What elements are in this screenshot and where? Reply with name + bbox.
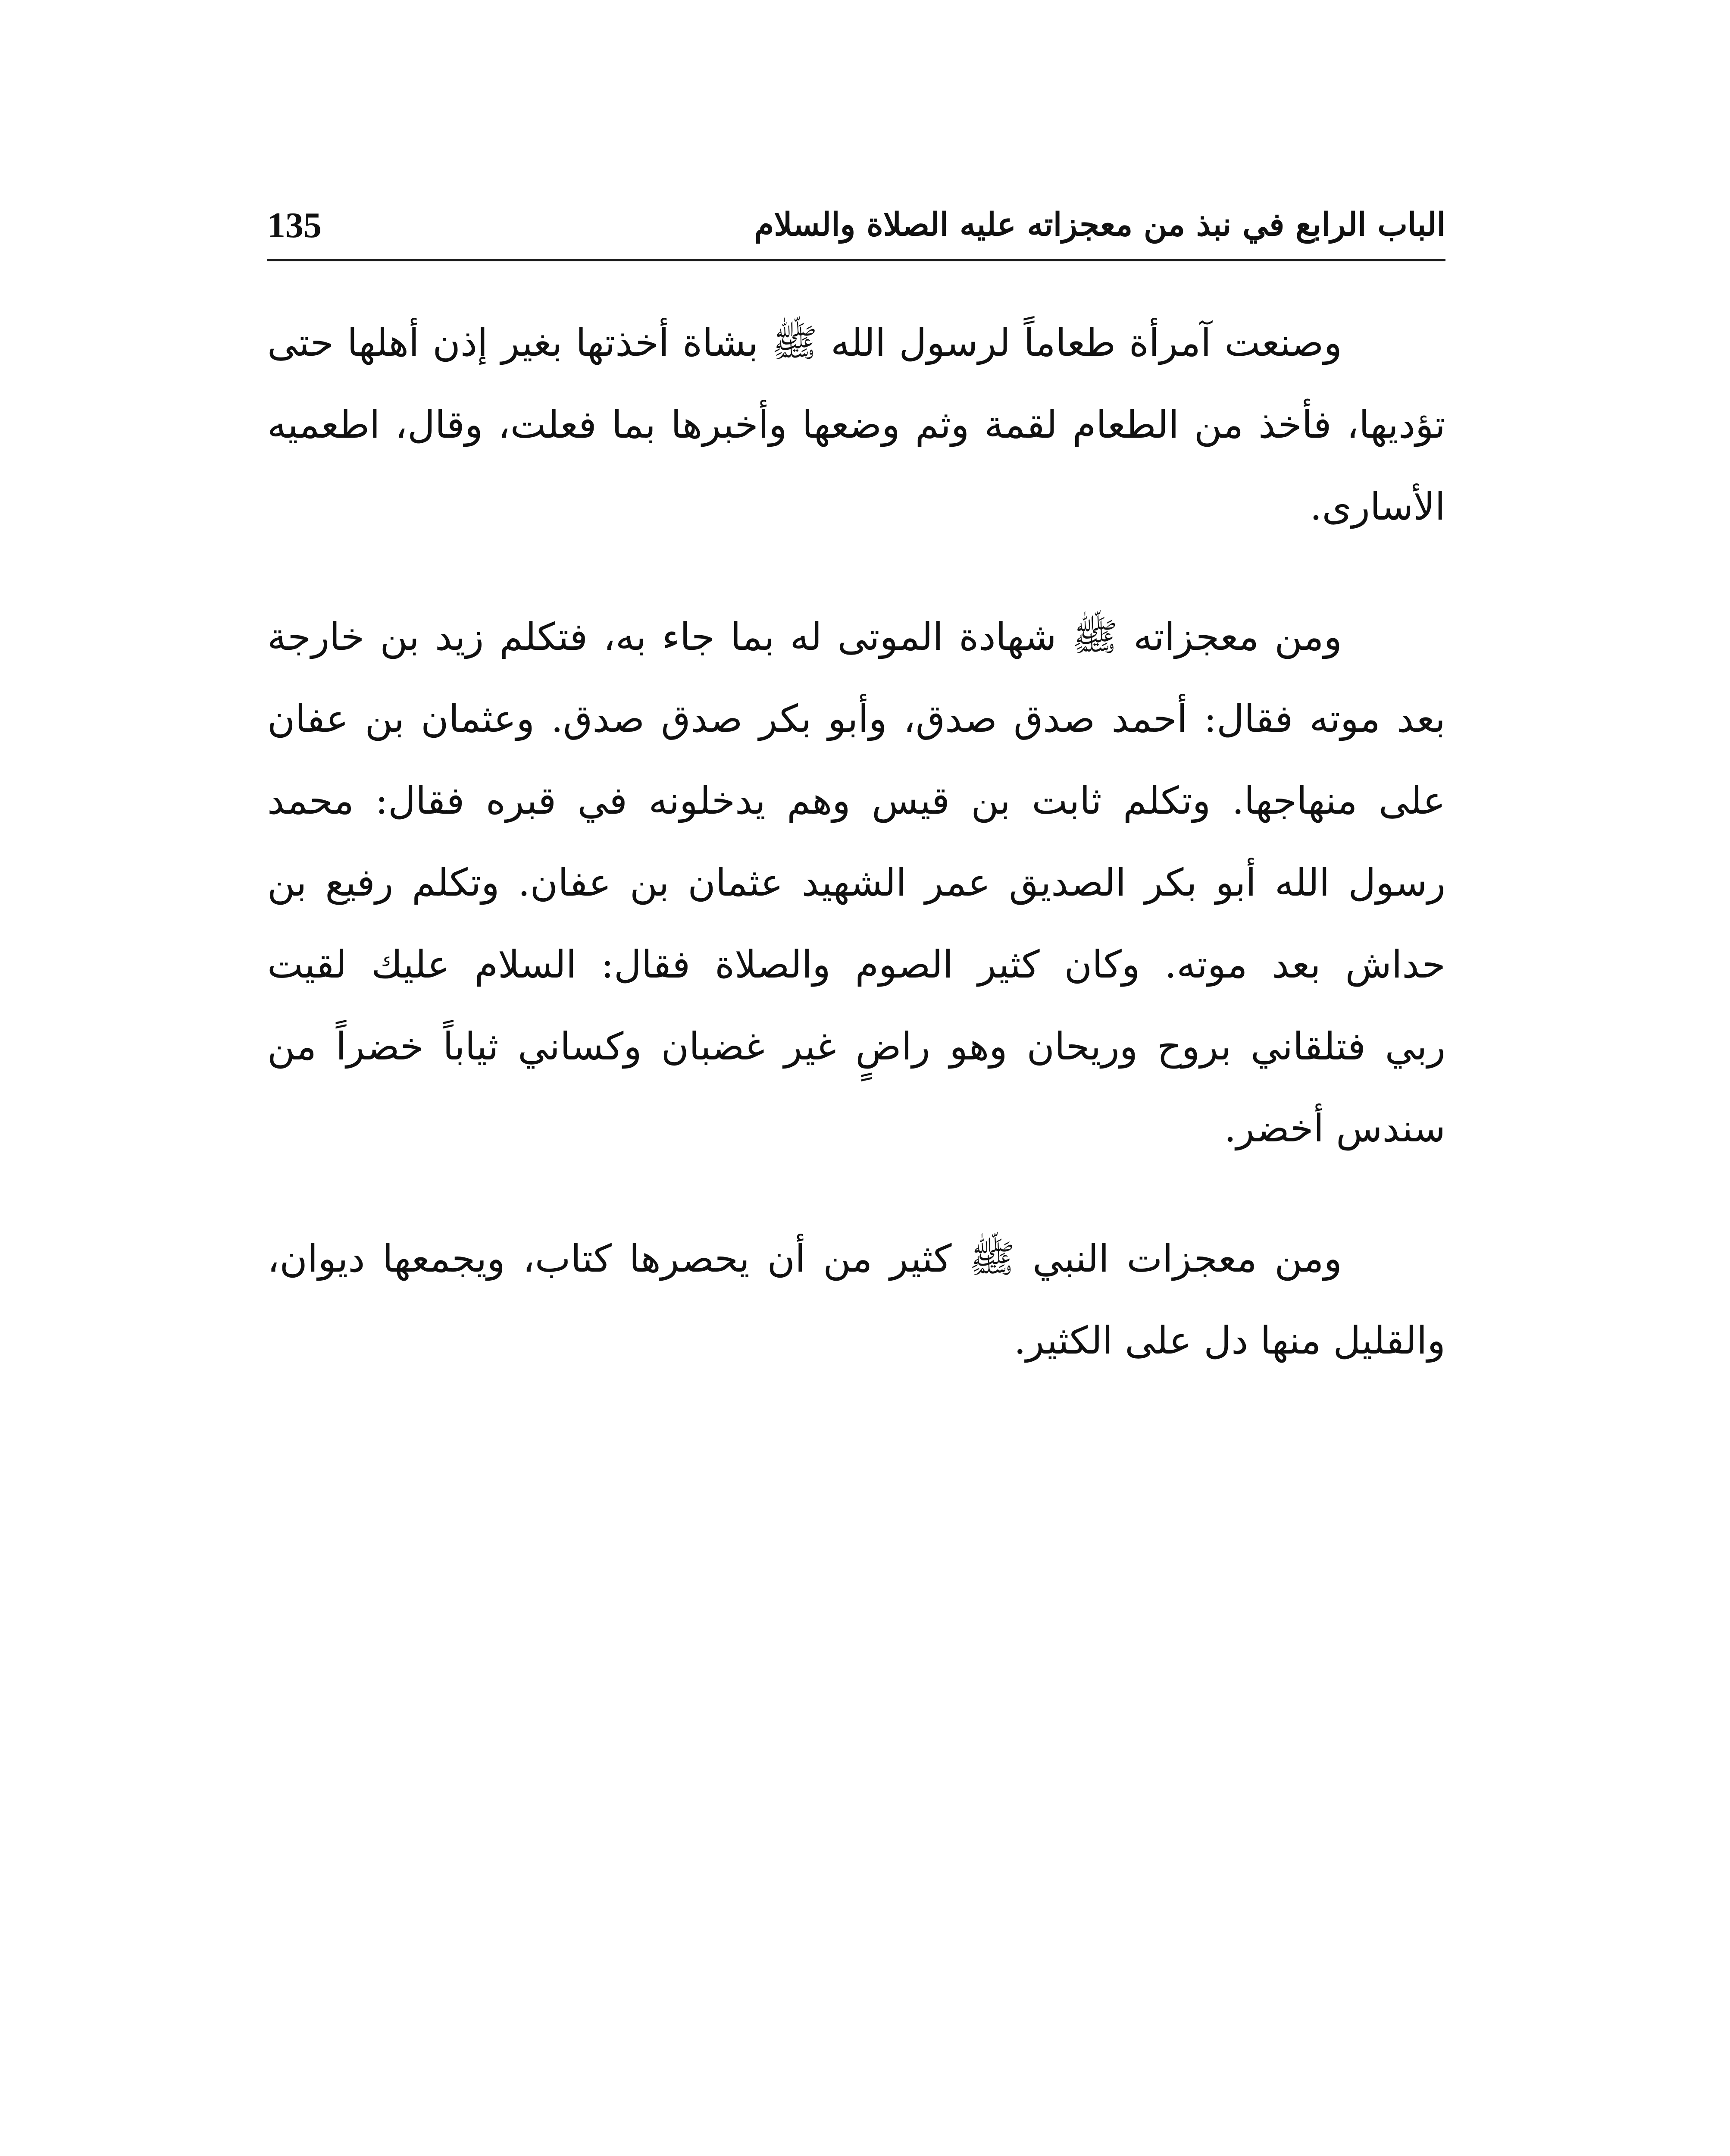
text-line: سندس أخضر. bbox=[1224, 1106, 1445, 1150]
page-number: 135 bbox=[267, 205, 322, 245]
paragraph-many-miracles bbox=[267, 1218, 1445, 1382]
text-line: وصنعت آمرأة طعاماً لرسول الله ﷺ بشاة أخذتها بغير إذن أهلها حتى bbox=[267, 320, 1342, 365]
paragraph-testimony-of-dead bbox=[267, 596, 1445, 1169]
text-line: تؤديها، فأخذ من الطعام لقمة وثم وضعها وأخبرها بما فعلت، وقال، اطعميه bbox=[267, 402, 1446, 447]
page-header bbox=[267, 203, 1445, 261]
paragraph-poisoned-sheep bbox=[267, 302, 1445, 548]
text-line: ومن معجزات النبي ﷺ كثير من أن يحصرها كتاب، ويجمعها ديوان، bbox=[267, 1236, 1342, 1281]
text-line: رسول الله أبو بكر الصديق عمر الشهيد عثمان بن عفان. وتكلم رفيع بن bbox=[267, 860, 1445, 905]
text-line: والقليل منها دل على الكثير. bbox=[1014, 1318, 1445, 1363]
text-line: حداش بعد موته. وكان كثير الصوم والصلاة فقال: السلام عليك لقيت bbox=[267, 942, 1445, 987]
text-line: بعد موته فقال: أحمد صدق صدق، وأبو بكر صدق صدق. وعثمان بن عفان bbox=[267, 696, 1445, 741]
text-line: الأسارى. bbox=[1310, 484, 1445, 529]
text-line: ومن معجزاته ﷺ شهادة الموتى له بما جاء به، فتكلم زيد بن خارجة bbox=[267, 614, 1342, 659]
text-line: على منهاجها. وتكلم ثابت بن قيس وهم يدخلونه في قبره فقال: محمد bbox=[267, 778, 1445, 823]
text-line: ربي فتلقاني بروح وريحان وهو راضٍ غير غضبان وكساني ثياباً خضراً من bbox=[267, 1024, 1446, 1069]
body-text bbox=[267, 302, 1445, 1430]
running-title: الباب الرابع في نبذ من معجزاته عليه الصلاة والسلام bbox=[754, 206, 1445, 243]
